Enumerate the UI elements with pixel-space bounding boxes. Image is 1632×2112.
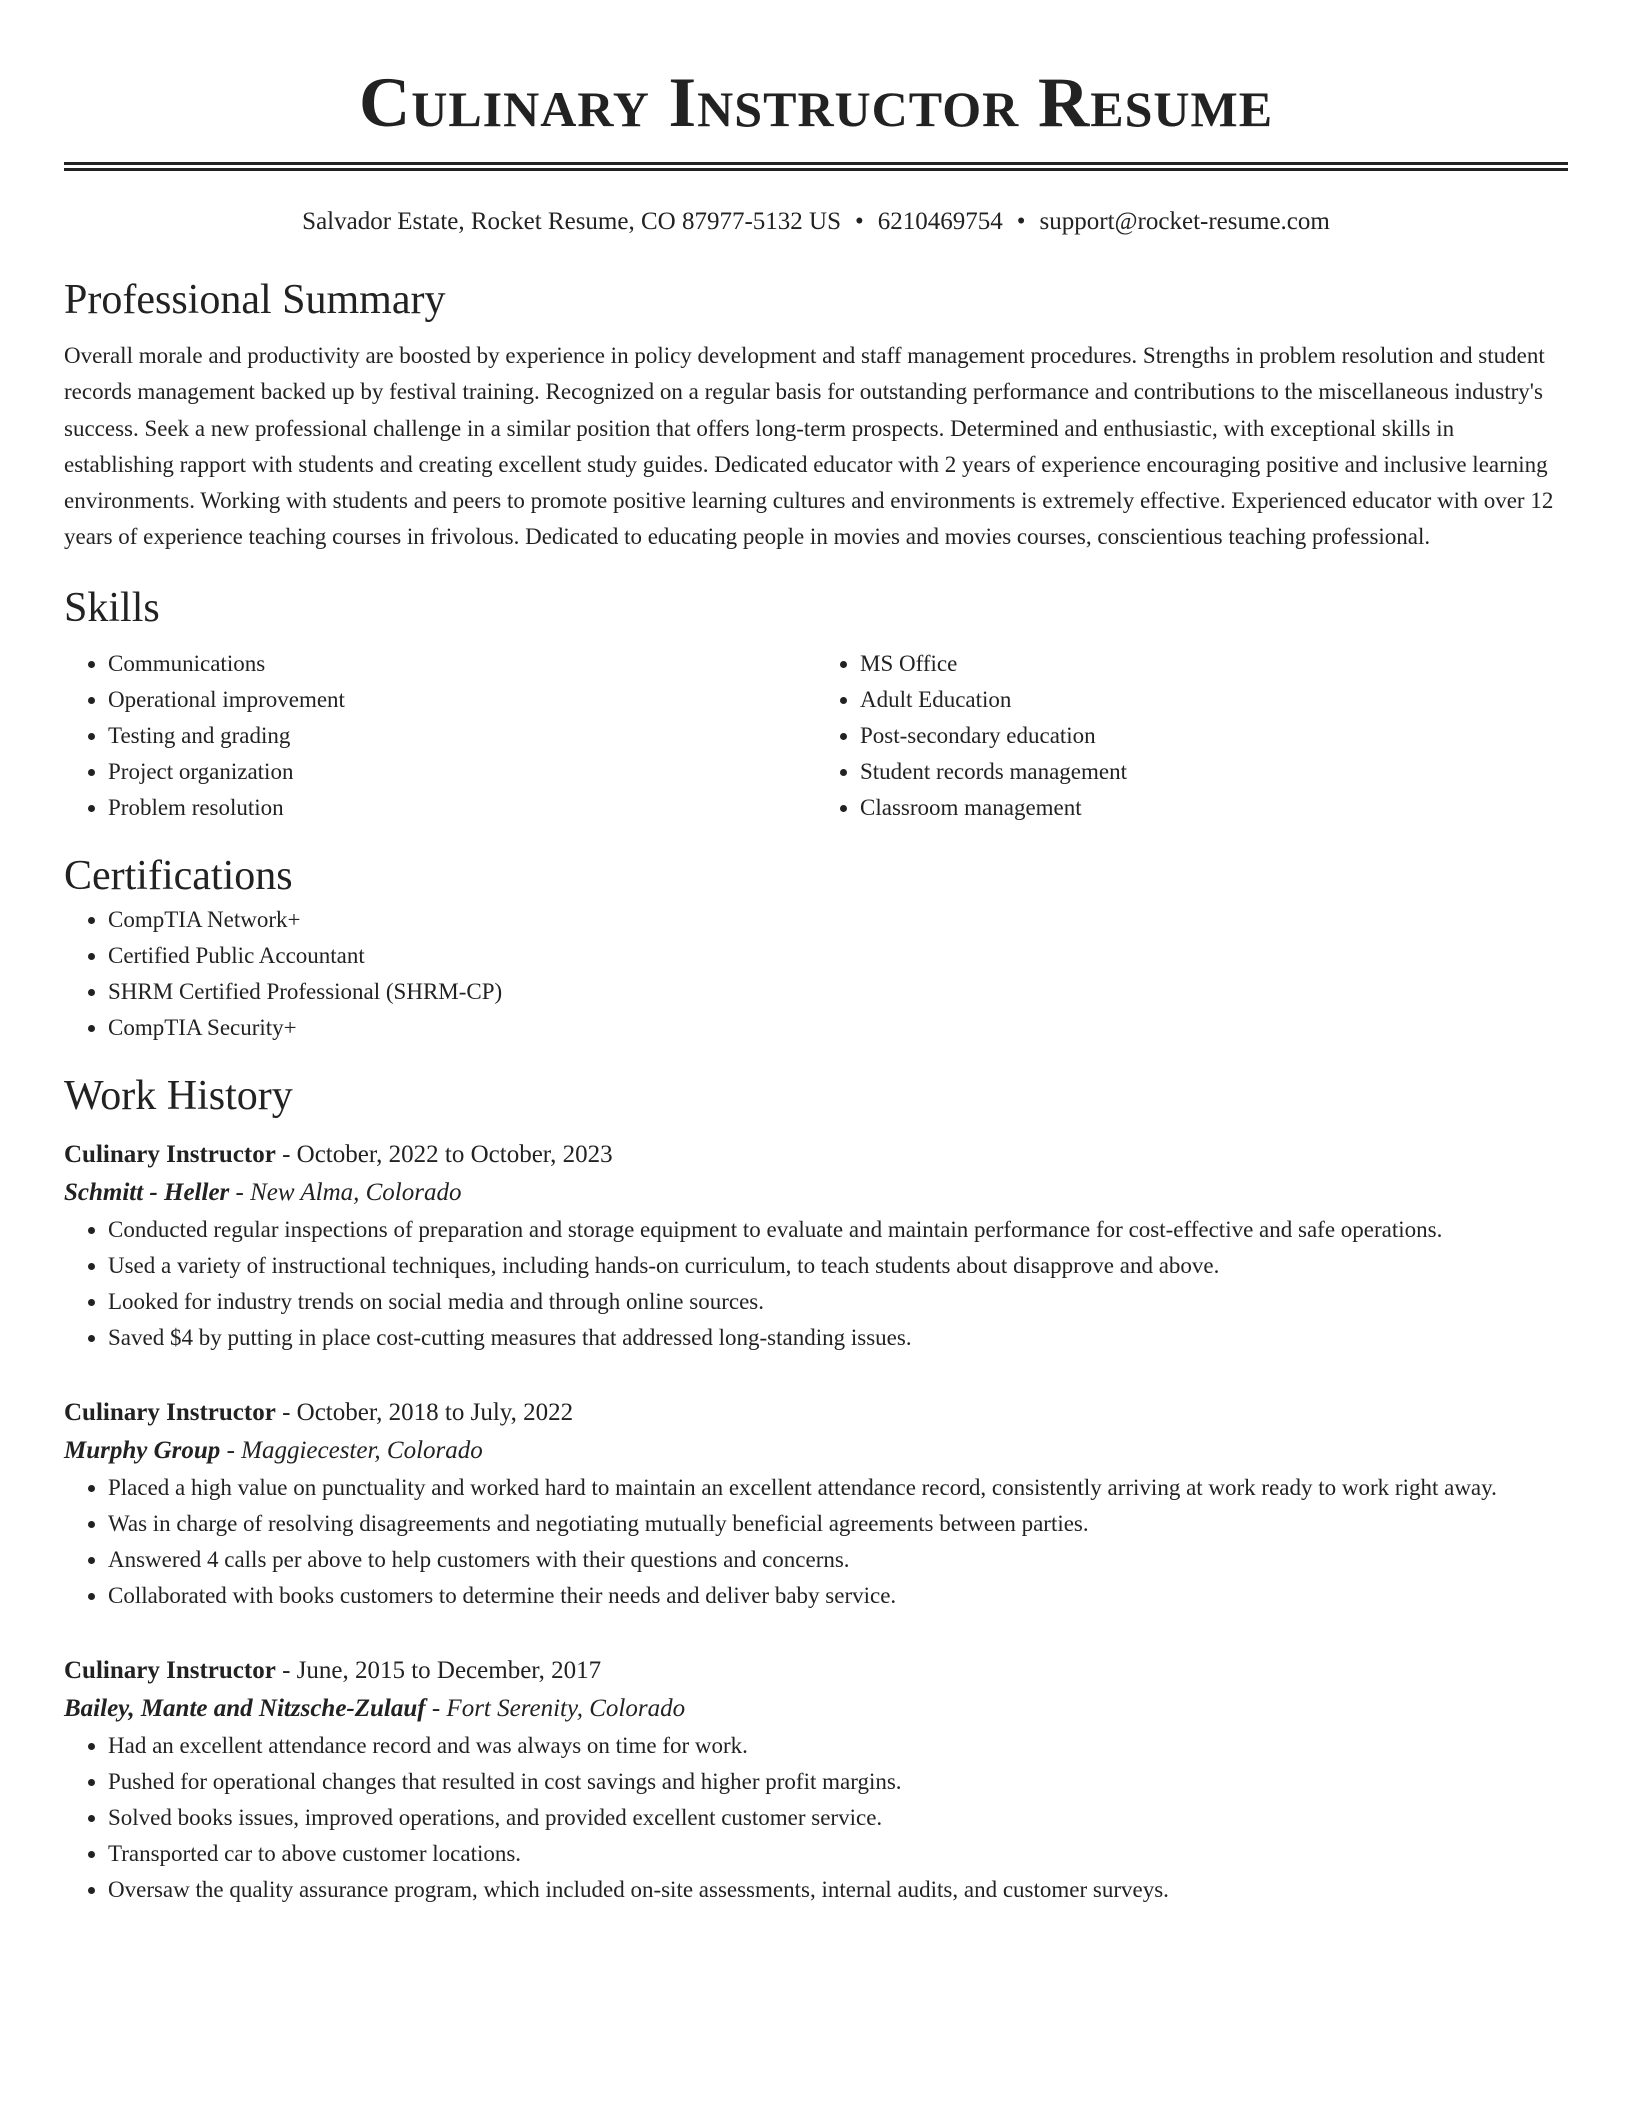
job-title: Culinary Instructor — [64, 1140, 276, 1168]
contact-separator: • — [855, 208, 864, 235]
job-duty-item: • Oversaw the quality assurance program, which included on-site assessments, internal audits, and customer surveys. — [108, 1872, 1568, 1908]
skill-item: • MS Office — [860, 646, 1568, 682]
skill-item: • Post-secondary education — [860, 718, 1568, 754]
skills-list-right — [816, 646, 1568, 826]
job-dash: - — [425, 1694, 447, 1722]
job-dash: - — [275, 1398, 297, 1426]
resume-title: Culinary Instructor Resume — [358, 64, 1274, 142]
job-title-line — [64, 1394, 1568, 1432]
job-company-line — [64, 1432, 1568, 1470]
job-dash: - — [275, 1140, 297, 1168]
skill-item: • Project organization — [108, 754, 816, 790]
certification-item: • CompTIA Security+ — [108, 1010, 1568, 1046]
contact-line — [64, 206, 1568, 238]
skill-item: • Adult Education — [860, 682, 1568, 718]
job-location: New Alma, Colorado — [250, 1178, 462, 1206]
job-dates: June, 2015 to December, 2017 — [296, 1656, 602, 1684]
job-duty-item: • Collaborated with books customers to determine their needs and deliver baby service. — [108, 1578, 1568, 1614]
summary-text: Overall morale and productivity are boosted by experience in policy development and staff management procedures. Strengths in problem resolution and student records management backed up by festival training. Recognized on a regular basis for outstanding performance and contributions to the miscellaneous industry's success. Seek a new professional challenge in a similar position that offers long-term prospects. Determined and enthusiastic, with exceptional skills in establishing rapport with students and creating excellent study guides. Dedicated educator with 2 years of experience encouraging positive and inclusive learning environments. Working with students and peers to promote positive learning cultures and environments is extremely effective. Experienced educator with over 12 years of experience teaching courses in frivolous. Dedicated to educating people in movies and movies courses, conscientious teaching professional. — [64, 343, 1554, 550]
job-entry — [64, 1394, 1568, 1614]
skill-item: • Operational improvement — [108, 682, 816, 718]
job-duty-item: • Solved books issues, improved operations, and provided excellent customer service. — [108, 1800, 1568, 1836]
summary-heading: Professional Summary — [64, 277, 446, 323]
job-duty-item: • Placed a high value on punctuality and worked hard to maintain an excellent attendance record, consistently arriving at work ready to work right away. — [108, 1470, 1568, 1506]
job-title-line — [64, 1136, 1568, 1174]
job-duty-item: • Was in charge of resolving disagreements and negotiating mutually beneficial agreements between parties. — [108, 1506, 1568, 1542]
contact-address: Salvador Estate, Rocket Resume, CO 87977-5132 US — [302, 208, 841, 235]
job-entry — [64, 1136, 1568, 1356]
job-duties-list — [64, 1212, 1568, 1356]
skills-columns — [64, 646, 1568, 826]
job-entry — [64, 1652, 1568, 1908]
certification-item: • CompTIA Network+ — [108, 902, 1568, 938]
job-company: Bailey, Mante and Nitzsche-Zulauf — [64, 1694, 426, 1722]
job-company: Schmitt - Heller — [64, 1178, 230, 1206]
job-company: Murphy Group — [64, 1436, 221, 1464]
skills-list-left — [64, 646, 816, 826]
work-history-heading: Work History — [64, 1072, 293, 1119]
job-duty-item: • Had an excellent attendance record and was always on time for work. — [108, 1728, 1568, 1764]
job-company-line — [64, 1174, 1568, 1212]
job-duty-item: • Looked for industry trends on social media and through online sources. — [108, 1284, 1568, 1320]
job-title-line — [64, 1652, 1568, 1690]
job-duty-item: • Saved $4 by putting in place cost-cutting measures that addressed long-standing issues. — [108, 1320, 1568, 1356]
job-dash: - — [229, 1178, 251, 1206]
certification-item: • SHRM Certified Professional (SHRM-CP) — [108, 974, 1568, 1010]
title-double-rule — [64, 162, 1568, 171]
job-company-line — [64, 1690, 1568, 1728]
certifications-list — [64, 902, 1568, 1046]
job-dash: - — [220, 1436, 242, 1464]
job-duties-list — [64, 1470, 1568, 1614]
certification-item: • Certified Public Accountant — [108, 938, 1568, 974]
job-duty-item: • Answered 4 calls per above to help customers with their questions and concerns. — [108, 1542, 1568, 1578]
skill-item: • Testing and grading — [108, 718, 816, 754]
contact-email: support@rocket-resume.com — [1039, 208, 1330, 235]
job-dates: October, 2018 to July, 2022 — [296, 1398, 574, 1426]
contact-separator: • — [1016, 208, 1026, 235]
job-duties-list — [64, 1728, 1568, 1908]
job-location: Fort Serenity, Colorado — [446, 1694, 686, 1722]
certifications-heading: Certifications — [64, 852, 293, 899]
job-duty-item: • Transported car to above customer locations. — [108, 1836, 1568, 1872]
job-dash: - — [275, 1656, 297, 1684]
skills-heading: Skills — [64, 584, 160, 631]
contact-phone: 6210469754 — [877, 208, 1003, 235]
job-duty-item: • Used a variety of instructional techniques, including hands-on curriculum, to teach students about disapprove and above. — [108, 1248, 1568, 1284]
skill-item: • Classroom management — [860, 790, 1568, 826]
job-title: Culinary Instructor — [64, 1656, 276, 1684]
job-location: Maggiecester, Colorado — [241, 1436, 483, 1464]
job-duty-item: • Pushed for operational changes that resulted in cost savings and higher profit margins. — [108, 1764, 1568, 1800]
job-duty-item: • Conducted regular inspections of preparation and storage equipment to evaluate and maintain performance for cost-effective and safe operations. — [108, 1212, 1568, 1248]
skill-item: • Communications — [108, 646, 816, 682]
job-dates: October, 2022 to October, 2023 — [296, 1140, 613, 1168]
skill-item: • Problem resolution — [108, 790, 816, 826]
skill-item: • Student records management — [860, 754, 1568, 790]
job-title: Culinary Instructor — [64, 1398, 276, 1426]
